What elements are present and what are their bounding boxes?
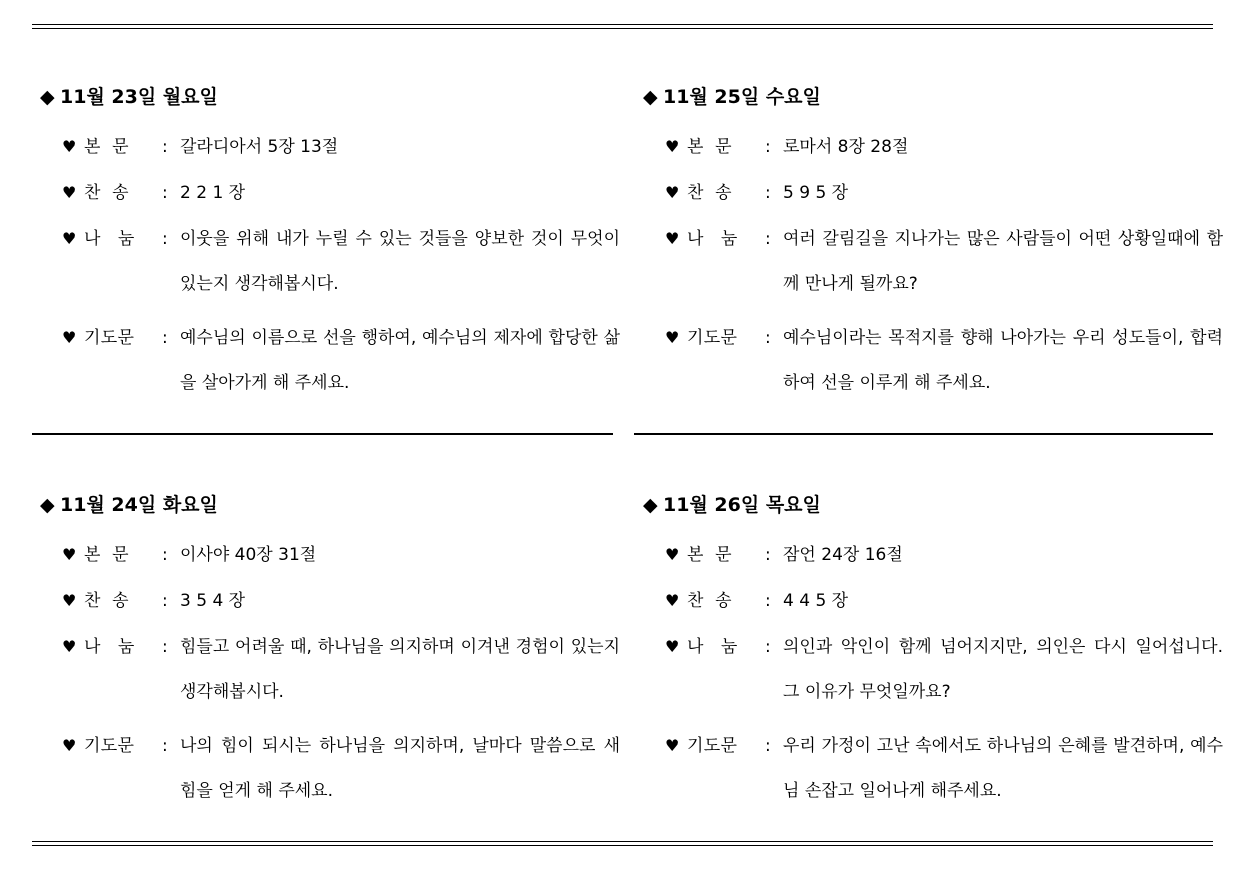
colon: : xyxy=(162,328,168,348)
diamond-icon: ◆ xyxy=(40,494,55,516)
hymn-text: 2 2 1 장 xyxy=(180,183,246,203)
prayer-text: 예수님이라는 목적지를 향해 나아가는 우리 성도들이, 합력하여 선을 이루게 해 주세요. xyxy=(783,328,1223,393)
hymn-text: 5 9 5 장 xyxy=(783,183,849,203)
prayer-label: 기도문 xyxy=(84,328,135,348)
heart-icon: ♥ xyxy=(62,137,77,156)
share-text: 여러 갈림길을 지나가는 많은 사람들이 어떤 상황일때에 함께 만나게 될까요? xyxy=(783,229,1223,294)
diamond-icon: ◆ xyxy=(643,494,658,516)
middle-rule-right xyxy=(634,433,1213,435)
prayer-row xyxy=(62,323,620,406)
hymn-label: 찬 송 xyxy=(687,183,732,203)
diamond-icon: ◆ xyxy=(643,86,658,108)
scripture-row xyxy=(665,132,1223,162)
day-section-nov25 xyxy=(643,82,1223,422)
day-title xyxy=(40,82,620,112)
prayer-label: 기도문 xyxy=(687,736,738,756)
share-label: 나 눔 xyxy=(84,637,135,657)
share-label: 나 눔 xyxy=(687,229,738,249)
prayer-text: 나의 힘이 되시는 하나님을 의지하며, 날마다 말씀으로 새 힘을 얻게 해 주세요. xyxy=(180,736,620,801)
day-title xyxy=(40,490,620,520)
heart-icon: ♥ xyxy=(665,328,680,347)
prayer-row xyxy=(665,731,1223,814)
day-title xyxy=(643,82,1223,112)
share-text: 이웃을 위해 내가 누릴 수 있는 것들을 양보한 것이 무엇이 있는지 생각해봅시다. xyxy=(180,229,620,294)
heart-icon: ♥ xyxy=(62,637,77,656)
scripture-row xyxy=(62,132,620,162)
colon: : xyxy=(765,183,771,203)
heart-icon: ♥ xyxy=(665,637,680,656)
diamond-icon: ◆ xyxy=(40,86,55,108)
hymn-text: 3 5 4 장 xyxy=(180,591,246,611)
scripture-text: 잠언 24장 16절 xyxy=(783,545,903,565)
day-title xyxy=(643,490,1223,520)
colon: : xyxy=(162,545,168,565)
share-row xyxy=(665,632,1223,715)
day-section-nov26 xyxy=(643,490,1223,830)
scripture-label: 본 문 xyxy=(687,545,732,565)
colon: : xyxy=(765,137,771,157)
colon: : xyxy=(765,637,771,657)
prayer-text: 우리 가정이 고난 속에서도 하나님의 은혜를 발견하며, 예수님 손잡고 일어나게 해주세요. xyxy=(783,736,1223,801)
top-rule xyxy=(32,24,1213,29)
share-text: 힘들고 어려울 때, 하나님을 의지하며 이겨낸 경험이 있는지 생각해봅시다. xyxy=(180,637,620,702)
colon: : xyxy=(162,637,168,657)
colon: : xyxy=(162,183,168,203)
share-text: 의인과 악인이 함께 넘어지지만, 의인은 다시 일어섭니다. 그 이유가 무엇일까요? xyxy=(783,637,1223,702)
heart-icon: ♥ xyxy=(62,183,77,202)
scripture-text: 갈라디아서 5장 13절 xyxy=(180,137,339,157)
prayer-row xyxy=(62,731,620,814)
scripture-label: 본 문 xyxy=(84,545,129,565)
colon: : xyxy=(765,545,771,565)
scripture-row xyxy=(62,540,620,570)
colon: : xyxy=(765,736,771,756)
middle-rule-left xyxy=(32,433,613,435)
share-label: 나 눔 xyxy=(687,637,738,657)
colon: : xyxy=(162,736,168,756)
hymn-row xyxy=(62,586,620,616)
scripture-label: 본 문 xyxy=(84,137,129,157)
heart-icon: ♥ xyxy=(665,137,680,156)
scripture-text: 이사야 40장 31절 xyxy=(180,545,317,565)
hymn-text: 4 4 5 장 xyxy=(783,591,849,611)
share-row xyxy=(62,224,620,307)
day-title-text: 11월 26일 목요일 xyxy=(663,494,821,516)
colon: : xyxy=(162,137,168,157)
hymn-label: 찬 송 xyxy=(84,183,129,203)
hymn-row xyxy=(62,178,620,208)
share-label: 나 눔 xyxy=(84,229,135,249)
colon: : xyxy=(765,229,771,249)
share-row xyxy=(62,632,620,715)
heart-icon: ♥ xyxy=(665,183,680,202)
prayer-text: 예수님의 이름으로 선을 행하여, 예수님의 제자에 합당한 삶을 살아가게 해 주세요. xyxy=(180,328,620,393)
colon: : xyxy=(765,591,771,611)
prayer-row xyxy=(665,323,1223,406)
heart-icon: ♥ xyxy=(665,229,680,248)
heart-icon: ♥ xyxy=(665,545,680,564)
heart-icon: ♥ xyxy=(62,736,77,755)
day-title-text: 11월 25일 수요일 xyxy=(663,86,821,108)
heart-icon: ♥ xyxy=(665,736,680,755)
day-title-text: 11월 24일 화요일 xyxy=(60,494,218,516)
heart-icon: ♥ xyxy=(62,591,77,610)
prayer-label: 기도문 xyxy=(687,328,738,348)
colon: : xyxy=(162,229,168,249)
hymn-label: 찬 송 xyxy=(84,591,129,611)
hymn-label: 찬 송 xyxy=(687,591,732,611)
day-section-nov24 xyxy=(40,490,620,830)
day-section-nov23 xyxy=(40,82,620,422)
colon: : xyxy=(765,328,771,348)
prayer-label: 기도문 xyxy=(84,736,135,756)
heart-icon: ♥ xyxy=(665,591,680,610)
hymn-row xyxy=(665,178,1223,208)
heart-icon: ♥ xyxy=(62,229,77,248)
scripture-row xyxy=(665,540,1223,570)
day-title-text: 11월 23일 월요일 xyxy=(60,86,218,108)
hymn-row xyxy=(665,586,1223,616)
scripture-text: 로마서 8장 28절 xyxy=(783,137,909,157)
colon: : xyxy=(162,591,168,611)
bottom-rule xyxy=(32,841,1213,846)
heart-icon: ♥ xyxy=(62,328,77,347)
share-row xyxy=(665,224,1223,307)
heart-icon: ♥ xyxy=(62,545,77,564)
scripture-label: 본 문 xyxy=(687,137,732,157)
